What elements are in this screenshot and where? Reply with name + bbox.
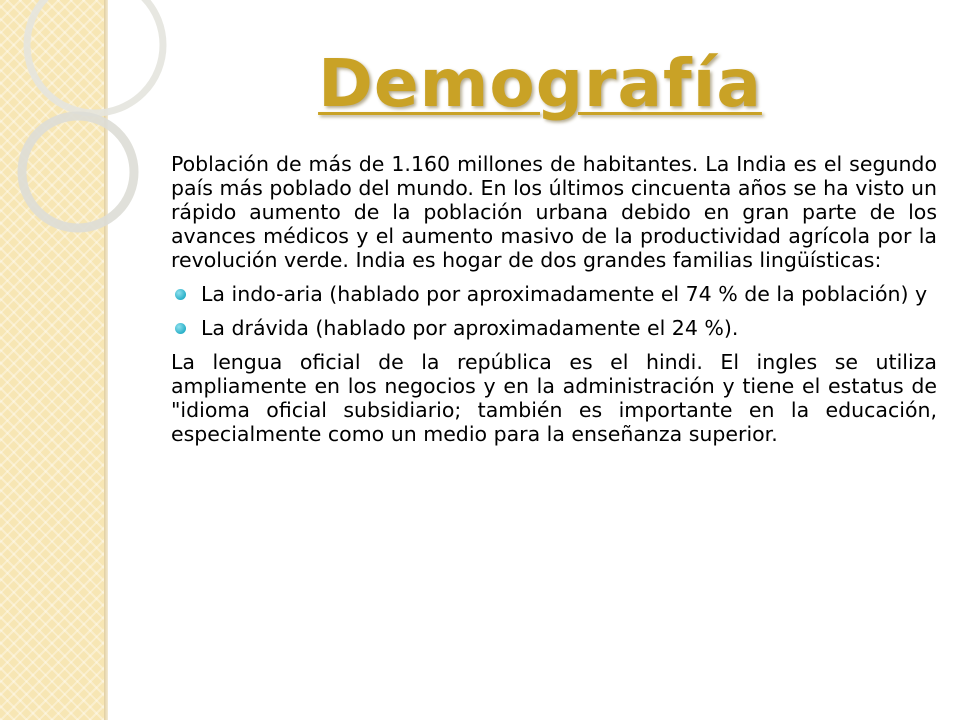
list-item: [171, 316, 937, 340]
bullet-text: La drávida (hablado por aproximadamente el 24 %).: [201, 316, 739, 340]
bullet-icon: [175, 289, 186, 300]
side-panel-edge: [104, 0, 108, 720]
slide-title: Demografía: [318, 45, 762, 122]
bullet-text: La indo-aria (hablado por aproximadamente el 74 % de la población) y: [201, 282, 928, 306]
bullet-icon: [175, 323, 186, 334]
intro-paragraph: Población de más de 1.160 millones de habitantes. La India es el segundo país más poblado del mundo. En los últimos cincuenta años se ha visto un rápido aumento de la población urbana debido en gran parte de los avances médicos y el aumento masivo de la productividad agrícola por la revolución verde. India es hogar de dos grandes familias lingüísticas:: [171, 152, 937, 272]
list-item: [171, 282, 937, 306]
bullet-list: [171, 282, 937, 340]
language-paragraph: La lengua oficial de la república es el hindi. El ingles se utiliza ampliamente en los negocios y en la administración y tiene el estatus de "idioma oficial subsidiario; también es importante en la educación, especialmente como un medio para la enseñanza superior.: [171, 350, 937, 446]
decorative-side-panel: [0, 0, 104, 720]
slide-body: [171, 152, 937, 456]
